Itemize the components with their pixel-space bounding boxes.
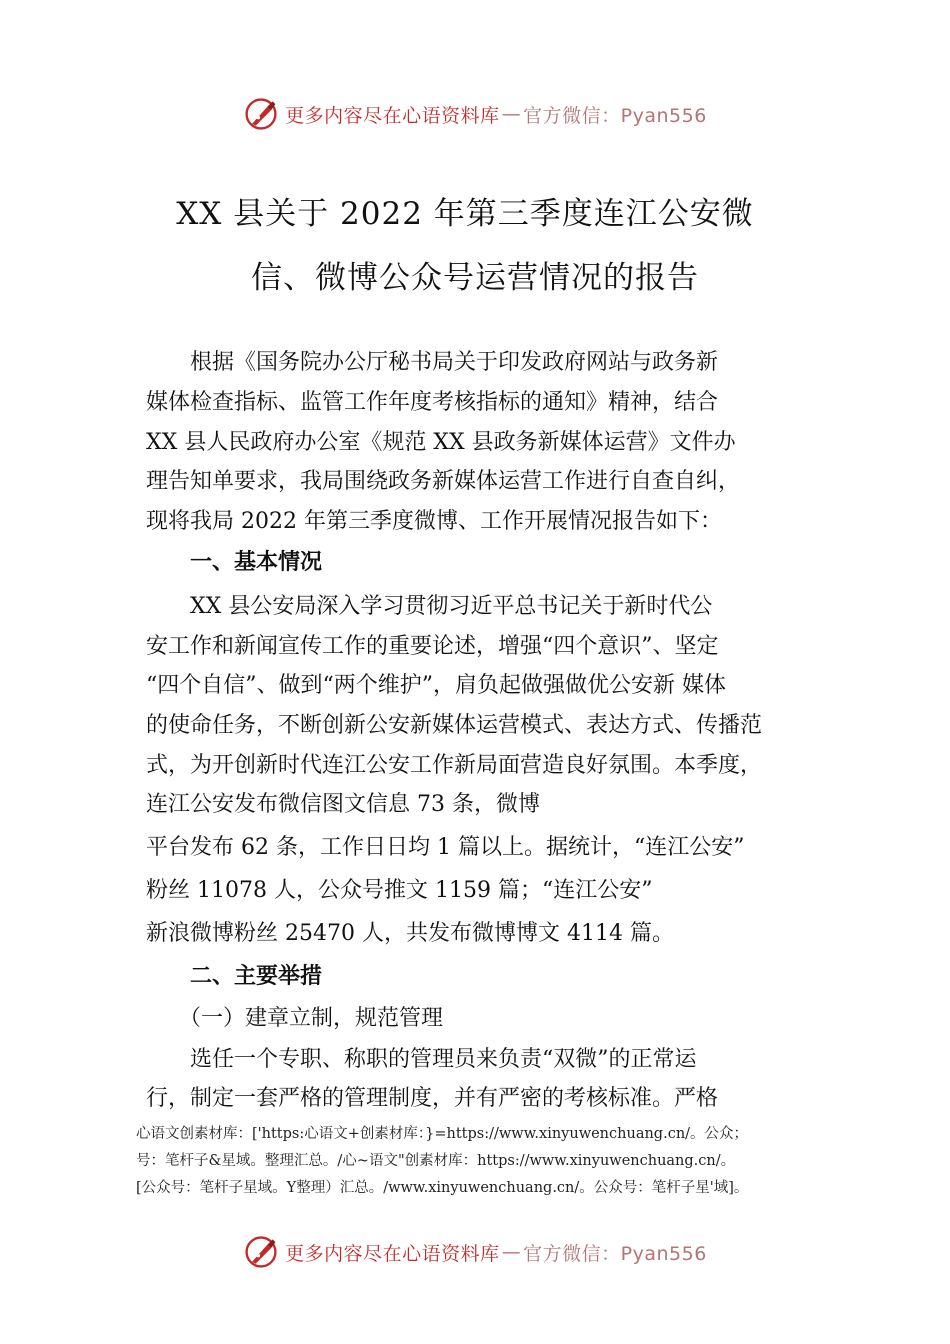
body-line: 根据《国务院办公厅秘书局关于印发政府网站与政务新 <box>146 350 719 375</box>
banner-separator: — <box>501 1241 522 1263</box>
body-line: 选任一个专职、称职的管理员来负责“双微”的正常运 <box>146 1047 697 1072</box>
section-heading: 二、主要举措 <box>146 964 323 989</box>
footnote-line: 心语文创素材库：['https:心语文+创素材库：}=https://www.xinyuwenchuang.cn/。公众； <box>136 1126 749 1142</box>
document-title-line-2: 信、微博公众号运营情况的报告 <box>251 260 699 296</box>
footer-banner <box>0 1232 950 1272</box>
pen-nib-logo-icon <box>243 96 279 132</box>
body-line: XX 县公安局深入学习贯彻习近平总书记关于新时代公 <box>146 594 713 619</box>
footnote-line: 号：笔杆子&星域。整理汇总。/心~语文"创素材库：https://www.xinyuwenchuang.cn/。 <box>136 1153 736 1169</box>
body-line: 媒体检查指标、监管工作年度考核指标的通知》精神，结合 <box>146 390 719 415</box>
body-line: 理告知单要求，我局围绕政务新媒体运营工作进行自查自纠， <box>146 469 741 494</box>
body-line: 式，为开创新时代连江公安工作新局面营造良好氛围。本季度， <box>146 753 763 778</box>
body-line: 现将我局 2022 年第三季度微博、工作开展情况报告如下： <box>146 509 722 534</box>
banner-separator: — <box>501 103 522 125</box>
pen-nib-logo-icon <box>243 1234 279 1270</box>
header-banner <box>0 94 950 134</box>
body-line: 新浪微博粉丝 25470 人，共发布微博博文 4114 篇。 <box>146 921 674 946</box>
subsection-heading: （一）建章立制，规范管理 <box>146 1006 444 1031</box>
body-line: 连江公安发布微信图文信息 73 条，微博 <box>146 792 540 817</box>
body-line: “四个自信”、做到“两个维护”，肩负起做强做优公安新 媒体 <box>146 673 726 698</box>
banner-text: 更多内容尽在心语资料库 <box>285 1242 500 1265</box>
body-line: 安工作和新闻宣传工作的重要论述，增强“四个意识”、坚定 <box>146 634 719 659</box>
document-title-line-1: XX 县关于 2022 年第三季度连江公安微 <box>176 196 754 232</box>
body-line: 的使命任务，不断创新公安新媒体运营模式、表达方式、传播范 <box>146 713 763 738</box>
body-line: 粉丝 11078 人，公众号推文 1159 篇；“连江公安” <box>146 878 653 903</box>
banner-text: 更多内容尽在心语资料库 <box>285 104 500 127</box>
body-line: 平台发布 62 条，工作日日均 1 篇以上。据统计，“连江公安” <box>146 835 745 860</box>
body-line: 行，制定一套严格的管理制度，并有严密的考核标准。严格 <box>146 1086 719 1111</box>
footnote-line: [公众号：笔杆子星域。Y整理）汇总。/www.xinyuwenchuang.cn/。公众号：笔杆子星'域]。 <box>136 1180 749 1196</box>
body-line: XX 县人民政府办公室《规范 XX 县政务新媒体运营》文件办 <box>146 430 736 455</box>
banner-contact: 官方微信：Pyan556 <box>523 104 707 127</box>
section-heading: 一、基本情况 <box>146 550 323 575</box>
banner-contact: 官方微信：Pyan556 <box>523 1242 707 1265</box>
